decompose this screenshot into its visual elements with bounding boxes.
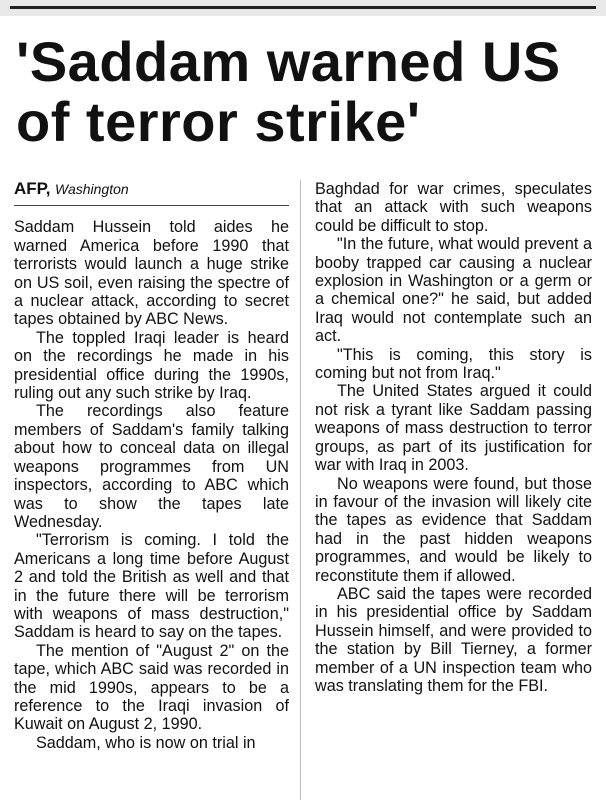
paragraph: ABC said the tapes were recorded in his presidential office by Saddam Hussein himself, and were provided to the station by Bill Tierney, a former member of a UN inspection team who was translating them for the FBI. — [315, 584, 592, 695]
paragraph: The toppled Iraqi leader is heard on the recordings he made in his presidential office during the 1990s, ruling out any such strike by Iraq. — [14, 328, 289, 403]
paragraph: "Terrorism is coming. I told the Americans a long time before August 2 and told the British as well and that in the future there will be terrorism with weapons of mass destruction," Saddam is heard to say on the tapes. — [14, 531, 289, 642]
paragraph: "In the future, what would prevent a booby trapped car causing a nuclear explosion in Washington or a germ or a chemical one?" he said, but added Iraq would not contemplate such an act. — [315, 235, 592, 346]
paragraph: Saddam Hussein told aides he warned America before 1990 that terrorists would launch a huge strike on US soil, even raising the spectre of a nuclear attack, according to secret tapes obtained by ABC News. — [14, 218, 289, 329]
article-column-left — [14, 180, 289, 752]
top-rule-line — [10, 6, 596, 9]
paragraph: Baghdad for war crimes, speculates that an attack with such weapons could be difficult to stop. — [315, 180, 592, 235]
byline-place: Washington — [55, 181, 129, 197]
paragraph: "This is coming, this story is coming but not from Iraq." — [315, 345, 592, 383]
page-top-rule — [0, 0, 606, 16]
byline-agency: AFP, — [14, 179, 51, 198]
article-headline: 'Saddam warned US of terror strike' — [16, 30, 561, 153]
paragraph: The United States argued it could not risk a tyrant like Saddam passing weapons of mass destruction to terror groups, as part of its justification for war with Iraq in 2003. — [315, 382, 592, 475]
paragraph: The mention of "August 2" on the tape, which ABC said was recorded in the mid 1990s, appears to be a reference to the Iraqi invasion of Kuwait on August 2, 1990. — [14, 641, 289, 734]
byline — [14, 180, 289, 199]
paragraph: No weapons were found, but those in favour of the invasion will likely cite the tapes as evidence that Saddam had in the past hidden weapons programmes, and would be likely to reconstitute them if allowed. — [315, 474, 592, 585]
article-column-right — [315, 180, 592, 695]
paragraph: The recordings also feature members of Saddam's family talking about how to conceal data on illegal weapons programmes from UN inspectors, according to ABC which was to show the tapes late Wednesday. — [14, 402, 289, 531]
column-divider — [300, 180, 301, 800]
paragraph: Saddam, who is now on trial in — [36, 733, 256, 752]
byline-divider — [14, 205, 289, 206]
